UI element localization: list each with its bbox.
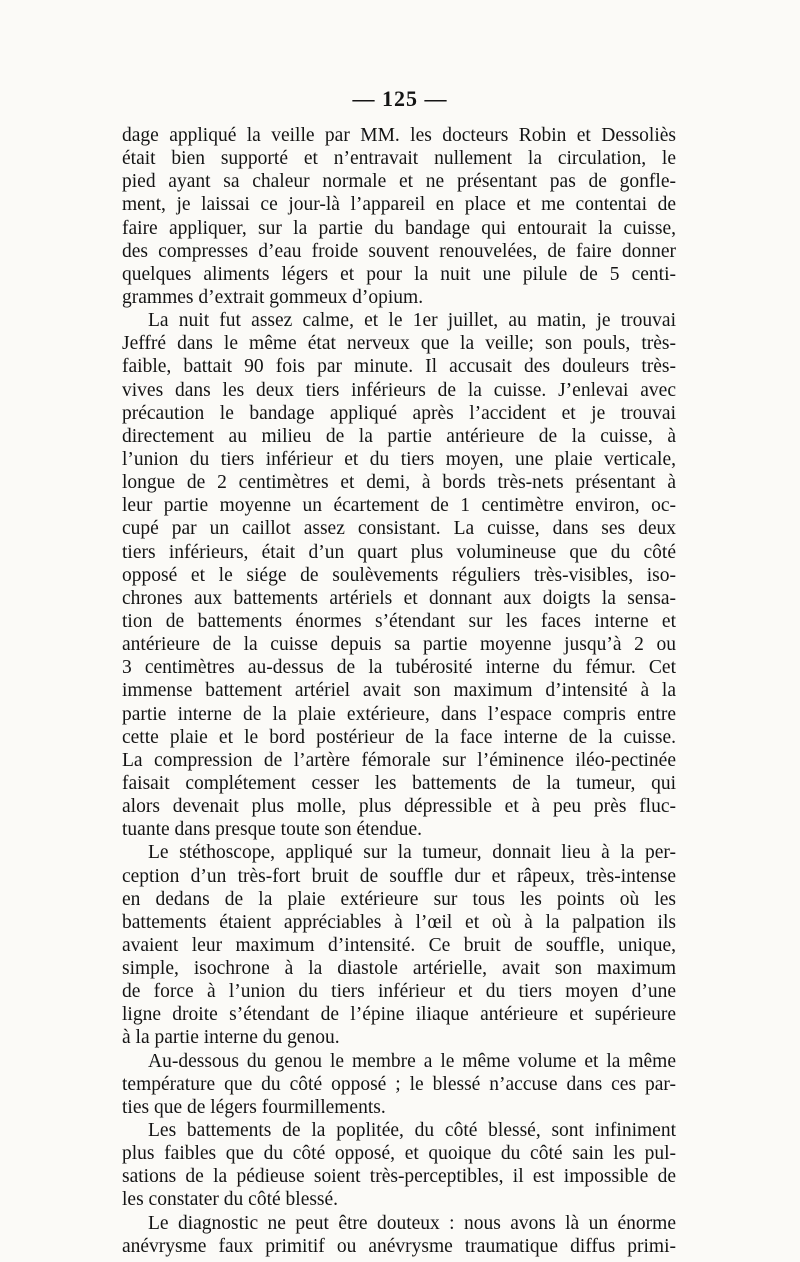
text-line: faisait complétement cesser les battements de la tumeur, qui: [122, 772, 676, 794]
text-line: Les battements de la poplitée, du côté blessé, sont infiniment: [148, 1120, 676, 1142]
text-line: antérieure de la cuisse depuis sa partie moyenne jusqu’à 2 ou: [122, 634, 676, 656]
text-line: tuante dans presque toute son étendue.: [122, 819, 422, 841]
text-line: battements étaient appréciables à l’œil et où à la palpation ils: [122, 911, 676, 933]
text-line: avaient leur maximum d’intensité. Ce bruit de souffle, unique,: [122, 934, 676, 956]
text-line: ment, je laissai ce jour-là l’appareil en place et me contentai de: [122, 194, 676, 216]
text-line: plus faibles que du côté opposé, et quoique du côté sain les pul-: [122, 1143, 676, 1165]
text-line: cupé par un caillot assez consistant. La cuisse, dans ses deux: [122, 518, 676, 540]
text-line: faire appliquer, sur la partie du bandage qui entourait la cuisse,: [122, 217, 676, 239]
text-line: leur partie moyenne un écartement de 1 centimètre environ, oc-: [122, 495, 676, 517]
text-line: grammes d’extrait gommeux d’opium.: [122, 286, 424, 308]
text-line: cette plaie et le bord postérieur de la face interne de la cuisse.: [122, 726, 676, 748]
text-line: longue de 2 centimètres et demi, à bords très-nets présentant à: [122, 472, 676, 494]
text-line: anévrysme faux primitif ou anévrysme traumatique diffus primi-: [122, 1235, 676, 1257]
text-line: 3 centimètres au-dessus de la tubérosité interne du fémur. Cet: [122, 657, 676, 679]
text-line: simple, isochrone à la diastole artérielle, avait son maximum: [122, 958, 676, 980]
body-text: [122, 124, 676, 1258]
text-line: sations de la pédieuse soient très-perceptibles, il est impossible de: [122, 1166, 676, 1188]
text-line: La compression de l’artère fémorale sur l’éminence iléo-pectinée: [122, 749, 676, 771]
text-line: vives dans les deux tiers inférieurs de la cuisse. J’enlevai avec: [122, 379, 676, 401]
text-line: les constater du côté blessé.: [122, 1189, 339, 1211]
text-line: Jeffré dans le même état nerveux que la veille; son pouls, très-: [122, 333, 676, 355]
text-line: de force à l’union du tiers inférieur et du tiers moyen d’une: [122, 981, 676, 1003]
text-line: à la partie interne du genou.: [122, 1027, 340, 1049]
text-line: ligne droite s’étendant de l’épine iliaque antérieure et supérieure: [122, 1004, 676, 1026]
text-line: l’union du tiers inférieur et du tiers moyen, une plaie verticale,: [122, 448, 676, 470]
text-line: dage appliqué la veille par MM. les docteurs Robin et Dessoliès: [122, 125, 676, 146]
text-line: des compresses d’eau froide souvent renouvelées, de faire donner: [122, 240, 676, 262]
text-line: ties que de légers fourmillements.: [122, 1096, 386, 1118]
text-line: pied ayant sa chaleur normale et ne présentant pas de gonfle-: [122, 171, 676, 193]
text-line: directement au milieu de la partie antérieure de la cuisse, à: [122, 425, 676, 447]
text-line: immense battement artériel avait son maximum d’intensité à la: [122, 680, 676, 702]
text-line: ception d’un très-fort bruit de souffle dur et râpeux, très-intense: [122, 865, 676, 887]
text-line: Le stéthoscope, appliqué sur la tumeur, donnait lieu à la per-: [148, 842, 676, 864]
page-number: — 125 —: [352, 86, 448, 111]
text-line: précaution le bandage appliqué après l’accident et je trouvai: [122, 402, 676, 424]
text-line: était bien supporté et n’entravait nullement la circulation, le: [122, 148, 676, 170]
text-line: Au-dessous du genou le membre a le même volume et la même: [148, 1050, 676, 1072]
text-line: La nuit fut assez calme, et le 1er juillet, au matin, je trouvai: [148, 310, 676, 332]
text-line: Le diagnostic ne peut être douteux : nous avons là un énorme: [148, 1212, 676, 1234]
text-line: température que du côté opposé ; le blessé n’accuse dans ces par-: [122, 1073, 676, 1095]
text-line: opposé et le siége de soulèvements réguliers très-visibles, iso-: [122, 564, 676, 586]
text-line: tion de battements énormes s’étendant sur les faces interne et: [122, 610, 676, 632]
text-line: alors devenait plus molle, plus dépressible et à peu près fluc-: [122, 796, 676, 818]
text-line: en dedans de la plaie extérieure sur tous les points où les: [122, 888, 676, 910]
text-line: partie interne de la plaie extérieure, dans l’espace compris entre: [122, 703, 676, 725]
text-line: tiers inférieurs, était d’un quart plus volumineuse que du côté: [122, 541, 676, 563]
text-line: quelques aliments légers et pour la nuit une pilule de 5 centi-: [122, 263, 676, 285]
text-line: chrones aux battements artériels et donnant aux doigts la sensa-: [122, 587, 676, 609]
text-line: faible, battait 90 fois par minute. Il accusait des douleurs très-: [122, 356, 676, 378]
